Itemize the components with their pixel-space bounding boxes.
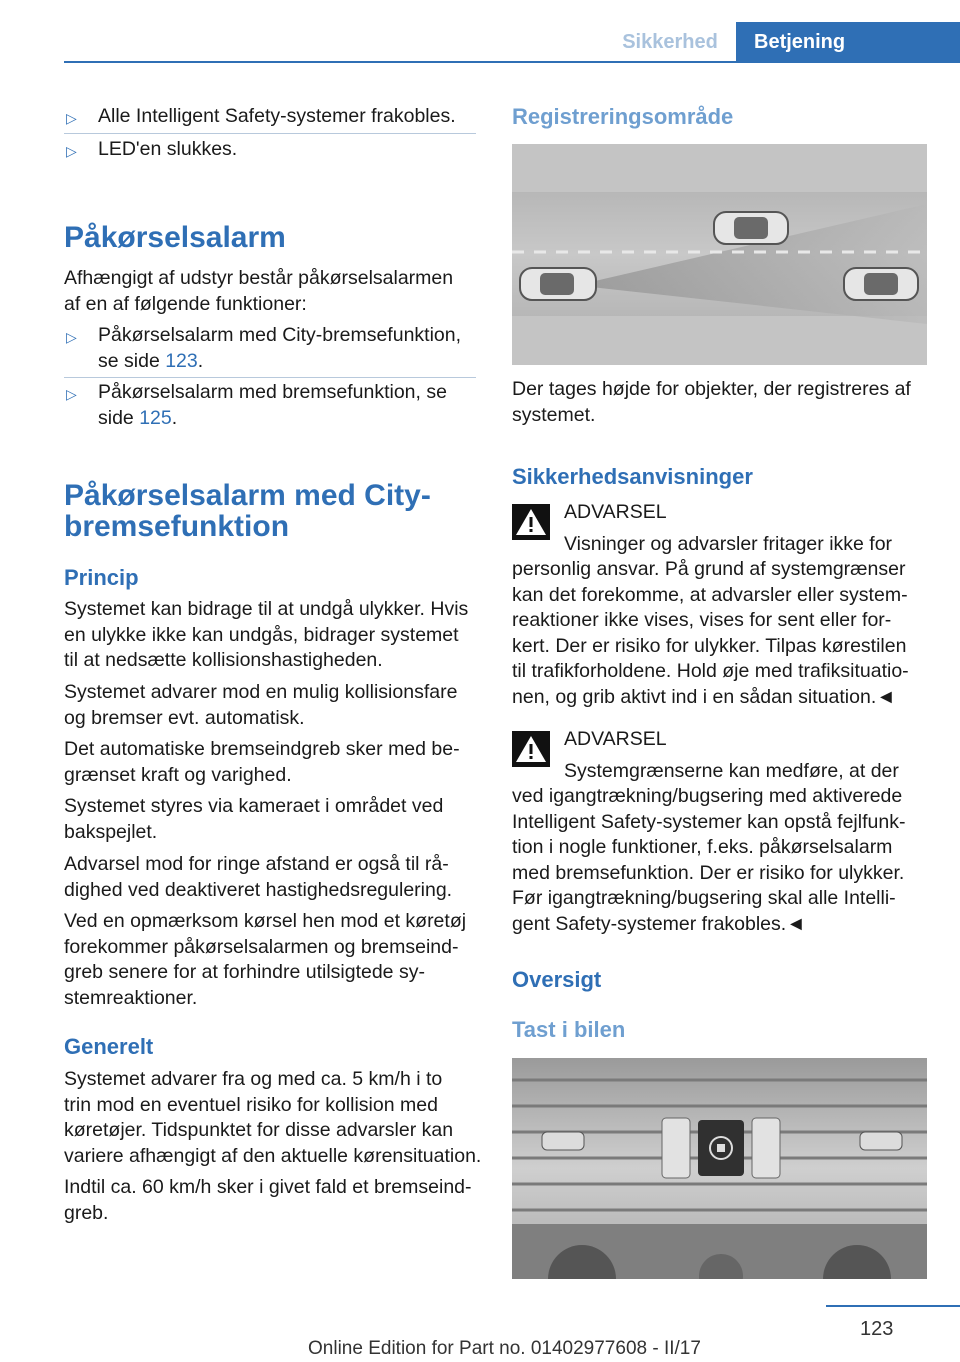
heading-tast: Tast i bilen [512,1017,626,1042]
heading-registrering: Registreringsområde [512,104,734,129]
bullet-marker: ▷ [66,143,77,159]
heading-generelt: Generelt [64,1034,154,1059]
collision-warning-button-icon [698,1120,744,1176]
tab-betjening[interactable]: Betjening [736,22,960,63]
illustration-caption: Der tages højde for objekter, der registreres af systemet. [512,378,911,426]
bullet-text: Påkørselsalarm med bremsefunktion, se side 125. [98,381,447,429]
bullet-marker: ▷ [66,110,77,126]
heading-alarm: Påkørselsalarm [64,221,286,254]
car-icon [714,212,788,244]
princip-paragraph: Det automatiske bremseindgreb sker med be- grænset kraft og varighed. [64,738,460,786]
bullet-marker: ▷ [66,386,77,402]
warning-text: personlig ansvar. På grund af systemgrænser kan det forekomme, at advarsler eller system- reaktioner ikke vises, vises for sent eller for- kert. Der er risiko for ulykker. Tilpas kørestilen til trafikforholdene. Hold øje med trafiksituatio- nen, og grib aktivt ind i en sådan situation.◄ [512,558,909,708]
princip-paragraph: Systemet kan bidrage til at undgå ulykker. Hvis en ulykke ikke kan undgås, bidrager systemet til at nedsætte kollisionshastigheden. [64,598,469,671]
bullet-marker: ▷ [66,329,77,345]
heading-city: Påkørselsalarm med City- bremsefunktion [64,479,431,543]
princip-paragraph: Systemet advarer mod en mulig kollisionsfare og bremser evt. automatisk. [64,681,458,729]
princip-paragraph: Systemet styres via kameraet i området ved bakspejlet. [64,795,444,843]
warning-text-line: Visninger og advarsler fritager ikke for [564,533,893,555]
page-link-125[interactable]: 125 [139,406,172,429]
generelt-paragraph: Systemet advarer fra og med ca. 5 km/h i to trin mod en eventuel risiko for kollision med køretøjer. Tidspunktet for disse advarsler kan variere afhængigt af den aktuelle kørensituation. [64,1068,482,1167]
tab-sikkerhed[interactable]: Sikkerhed [622,31,718,53]
generelt-paragraph: Indtil ca. 60 km/h sker i givet fald et bremseind- greb. [64,1176,472,1224]
car-icon [844,268,918,300]
warning-icon [512,731,550,767]
dashboard-button-photo [512,1058,927,1279]
warning-text-line: Systemgrænserne kan medføre, at der [564,760,899,782]
heading-sikkerhed: Sikkerhedsanvisninger [512,464,753,489]
footer-edition: Online Edition for Part no. 01402977608 - II/17 [308,1338,701,1359]
princip-paragraph: Ved en opmærksom kørsel hen mod et køretøj forekommer påkørselsalarmen og bremseind- greb senere for at forhindre utilsigtede sy- stemreaktioner. [64,910,467,1009]
bullet-text: Påkørselsalarm med City-bremsefunktion, se side 123. [98,324,462,372]
divider [64,133,476,134]
footer-rule [826,1305,960,1307]
heading-oversigt: Oversigt [512,967,602,992]
warning-title: ADVARSEL [564,501,667,523]
car-icon [520,268,596,300]
warning-title: ADVARSEL [564,728,667,750]
bullet-text: Alle Intelligent Safety-systemer frakobles. [98,105,456,127]
warning-text: ved igangtrækning/bugsering med aktiverede Intelligent Safety-systemer kan opstå fejlfunk- tion i nogle funktioner, f.eks. påkørselsalarm med bremsefunktion. Der er risiko for ulykker. Før igangtrækning/bugsering skal alle Intelli- gent Safety-systemer frakobles.◄ [512,785,906,935]
princip-paragraph: Advarsel mod for ringe afstand er også til rå- dighed ved deaktiveret hastighedsregulering. [64,853,453,901]
divider [64,377,476,378]
page-number: 123 [860,1318,894,1340]
heading-princip: Princip [64,565,139,590]
warning-icon [512,504,550,540]
header-rule [64,61,960,63]
page-link-123[interactable]: 123 [165,349,198,372]
alarm-intro: Afhængigt af udstyr består påkørselsalarmen af en af følgende funktioner: [64,267,454,315]
bullet-text: LED'en slukkes. [98,138,238,160]
detection-area-illustration [512,144,927,365]
